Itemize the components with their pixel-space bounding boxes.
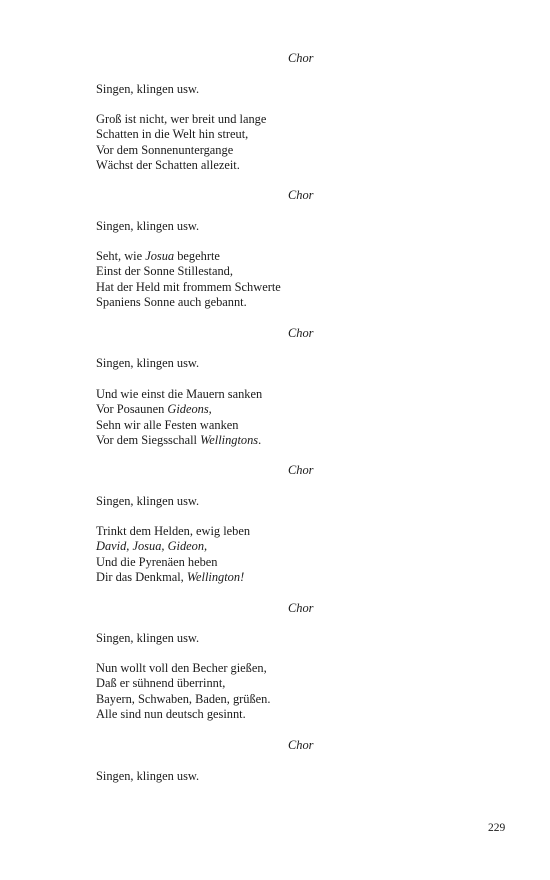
verse-line [96, 402, 262, 417]
refrain-line: Singen, klingen usw. [96, 769, 200, 783]
verse-emphasis: Wellington! [186, 570, 245, 585]
verse-line [96, 570, 250, 585]
verse-text: Und wie einst die Mauern sanken [96, 387, 263, 401]
verse-text: Trinkt dem Helden, ewig leben [96, 524, 251, 538]
stanza [96, 524, 250, 586]
refrain-line: Singen, klingen usw. [96, 219, 200, 233]
verse-line [96, 707, 270, 722]
verse-text: Spaniens Sonne auch gebannt. [96, 295, 247, 310]
verse-text: Wächst der Schatten allezeit. [96, 158, 240, 173]
verse-line [96, 661, 270, 676]
verse-line [96, 143, 266, 158]
verse-line [96, 280, 281, 295]
chor-heading: Chor [288, 463, 314, 477]
chor-heading: Chor [288, 51, 314, 65]
verse-emphasis: David, Josua, Gideon, [96, 539, 208, 554]
verse-text: Vor dem Sonnenuntergange [96, 142, 234, 157]
verse-line [96, 418, 262, 433]
verse-text: Bayern, Schwaben, Baden, grüßen. [96, 691, 271, 706]
verse-text: . [258, 433, 262, 448]
verse-line [96, 387, 262, 402]
verse-text: Vor dem Siegsschall [96, 433, 201, 448]
verse-line [96, 264, 281, 279]
verse-emphasis: Josua [145, 249, 175, 263]
refrain-line: Singen, klingen usw. [96, 494, 200, 508]
verse-text: Daß er sühnend überrinnt, [96, 676, 226, 691]
verse-line [96, 433, 262, 448]
verse-text: Sehn wir alle Festen wanken [96, 417, 239, 432]
verse-text: begehrte [174, 249, 220, 263]
chor-heading: Chor [288, 326, 314, 340]
verse-line [96, 524, 250, 539]
stanza [96, 112, 266, 174]
page-number: 229 [488, 822, 506, 834]
verse-text: Hat der Held mit frommem Schwerte [96, 279, 281, 294]
verse-text: Alle sind nun deutsch gesinnt. [96, 707, 246, 722]
verse-emphasis: Gideons, [167, 402, 212, 417]
verse-text: Vor Posaunen [96, 402, 168, 417]
verse-line [96, 158, 266, 173]
verse-text: Und die Pyrenäen heben [96, 554, 218, 569]
verse-line [96, 249, 281, 264]
stanza [96, 249, 281, 311]
verse-emphasis: Wellingtons [200, 433, 259, 448]
chor-heading: Chor [288, 601, 314, 615]
verse-text: Dir das Denkmal, [96, 570, 187, 585]
verse-line [96, 112, 266, 127]
verse-text: Einst der Sonne Stillestand, [96, 264, 233, 279]
verse-text: Groß ist nicht, wer breit und lange [96, 112, 267, 126]
verse-line [96, 676, 270, 691]
refrain-line: Singen, klingen usw. [96, 82, 200, 96]
verse-text: Seht, wie [96, 249, 146, 263]
verse-line [96, 692, 270, 707]
verse-line [96, 539, 250, 554]
stanza [96, 661, 270, 723]
verse-line [96, 127, 266, 142]
verse-text: Schatten in die Welt hin streut, [96, 127, 249, 142]
chor-heading: Chor [288, 738, 314, 752]
verse-text: Nun wollt voll den Becher gießen, [96, 661, 267, 675]
verse-line [96, 555, 250, 570]
refrain-line: Singen, klingen usw. [96, 356, 200, 370]
verse-line [96, 295, 281, 310]
chor-heading: Chor [288, 188, 314, 202]
refrain-line: Singen, klingen usw. [96, 631, 200, 645]
stanza [96, 387, 262, 449]
